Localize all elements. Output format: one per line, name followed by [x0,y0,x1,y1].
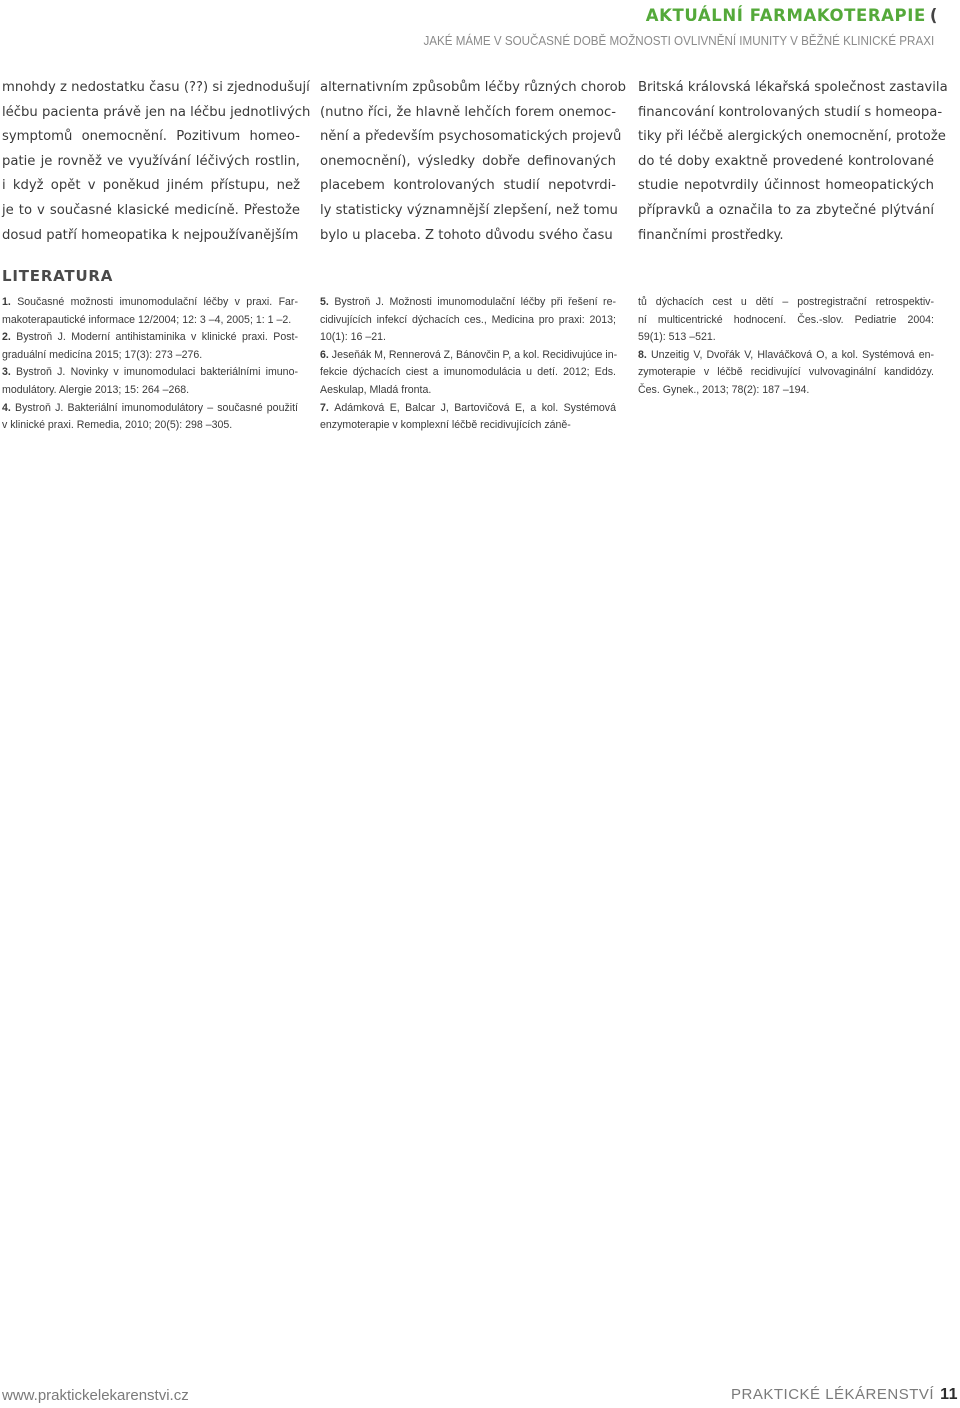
reference-line: 2. Bystroň J. Moderní antihistaminika v klinické praxi. Post- [2,331,298,344]
reference-line: Čes. Gynek., 2013; 78(2): 187 –194. [638,383,810,396]
reference-line: Aeskulap, Mladá fronta. [320,383,432,396]
reference-line: zymoterapie v léčbě recidivující vulvovaginální kandidózy. [638,366,934,379]
reference-line: 8. Unzeitig V, Dvořák V, Hlaváčková O, a kol. Systémová en- [638,348,935,361]
body-column-3 [638,76,948,248]
reference-line: 7. Adámková E, Balcar J, Bartovičová E, a kol. Systémová [320,401,616,414]
journal-name: PRAKTICKÉ LÉKÁRENSTVÍ [731,1386,935,1403]
reference-line: 5. Bystroň J. Možnosti imunomodulační léčby při řešení re- [320,296,616,308]
article-subtitle: JAKÉ MÁME V SOUČASNÉ DOBĚ MOŽNOSTI OVLIVNĚNÍ IMUNITY V BĚŽNÉ KLINICKÉ PRAXI [423,34,934,48]
text-line: i když opět v poněkud jiném přístupu, než [2,178,300,194]
text-line: nění a především psychosomatických projevů [320,129,622,145]
text-line: mnohdy z nedostatku času (??) si zjednodušují [2,80,310,95]
text-line: placebem kontrolovaných studií nepotvrdi- [320,178,616,194]
reference-number: 1. [2,296,18,308]
section-title-text: AKTUÁLNÍ FARMAKOTERAPIE [645,6,926,25]
reference-number: 3. [2,366,17,379]
reference-line: 6. Jeseňák M, Rennerová Z, Bánovčin P, a kol. Recidivujúce in- [320,348,618,361]
section-bracket: ( [929,6,938,25]
reference-number: 7. [320,401,335,414]
text-line: dosud patří homeopatika k nejpoužívanějším [2,227,299,243]
literatura-heading: LITERATURA [2,267,114,285]
text-line: je to v současné klasické medicíně. Přestože [2,202,300,218]
references-column-1 [2,294,298,435]
reference-line: enzymoterapie v komplexní léčbě recidivujících záně- [320,419,571,432]
text-line: léčbu pacienta právě jen na léčbu jednotlivých [2,104,311,120]
section-title [646,6,938,25]
text-line: patie je rovněž ve využívání léčivých rostlin, [2,153,300,169]
reference-number: 5. [320,296,335,308]
reference-line: fekcie dýchacích ciest a imunomodulácia u detí. 2012; Eds. [320,366,616,379]
reference-number: 4. [2,401,16,414]
reference-line: makoterapautické informace 12/2004; 12: 3 –4, 2005; 1: 1 –2. [2,313,292,326]
text-line: finančními prostředky. [638,227,784,243]
text-line: symptomů onemocnění. Pozitivum homeo- [2,129,300,145]
reference-number: 6. [320,348,332,361]
text-line: alternativním způsobům léčby různých chorob [320,80,627,95]
reference-line: 59(1): 513 –521. [638,331,716,344]
body-column-2 [320,76,627,248]
text-line: (nutno říci, že hlavně lehčích forem onemoc- [320,104,616,120]
footer-journal [731,1386,958,1404]
reference-line: cidivujících infekcí dýchacích ces., Medicina pro praxi: 2013; [320,313,616,326]
body-column-1 [2,76,311,248]
text-line: přípravků a označila to za zbytečné plýtvání [638,202,934,218]
reference-line: tů dýchacích cest u dětí – postregistrační retrospektiv- [638,296,934,308]
reference-line: v klinické praxi. Remedia, 2010; 20(5): 298 –305. [2,419,233,432]
reference-line: graduální medicína 2015; 17(3): 273 –276. [2,348,203,361]
reference-line: 1. Současné možnosti imunomodulační léčby v praxi. Far- [2,296,298,308]
references-column-2 [320,294,616,435]
text-line: onemocnění), výsledky dobře definovaných [320,153,616,169]
reference-number: 2. [2,331,17,344]
reference-line: 4. Bystroň J. Bakteriální imunomodulátory – současné použití [2,401,298,414]
reference-line: modulátory. Alergie 2013; 15: 264 –268. [2,383,190,396]
text-line: financování kontrolovaných studií s homeopa- [638,104,943,120]
text-line: ly statisticky významnější zlepšení, než tomu [320,202,618,218]
text-line: Britská královská lékařská společnost zastavila [638,80,948,95]
reference-number: 8. [638,348,651,361]
text-line: tiky při léčbě alergických onemocnění, protože [638,129,946,145]
text-line: do té doby exaktně provedené kontrolované [638,153,934,169]
text-line: bylo u placeba. Z tohoto důvodu svého času [320,227,613,243]
text-line: studie nepotvrdily účinnost homeopatických [638,178,934,194]
page-number: 11 [940,1386,958,1403]
reference-line: 10(1): 16 –21. [320,331,386,344]
reference-line: ní multicentrické hodnocení. Čes.-slov. Pediatrie 2004: [638,313,934,326]
references-column-3 [638,294,934,400]
footer-website-link[interactable]: www.praktickelekarenstvi.cz [2,1387,189,1404]
reference-line: 3. Bystroň J. Novinky v imunomodulaci bakteriálními imuno- [2,366,298,379]
